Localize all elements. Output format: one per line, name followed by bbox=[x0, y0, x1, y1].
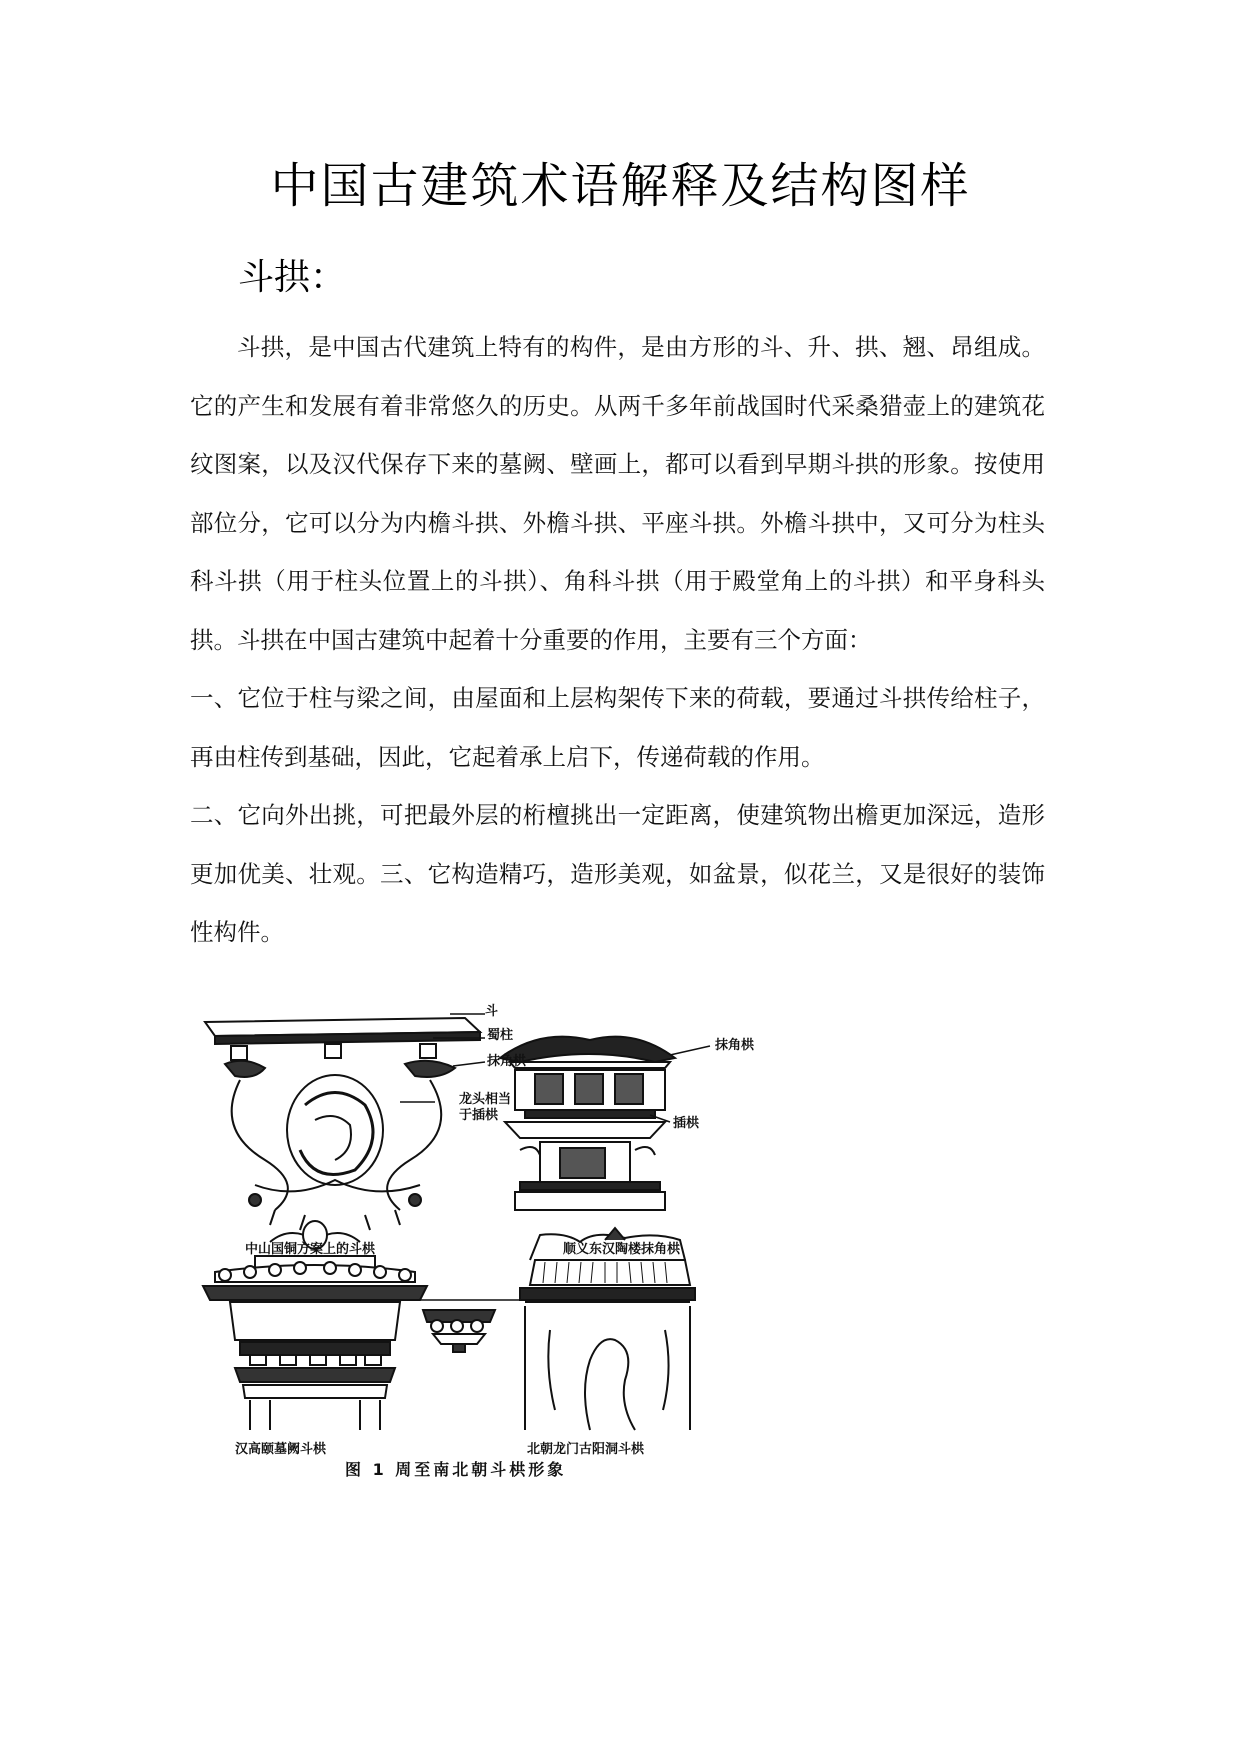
page-title: 中国古建筑术语解释及结构图样 bbox=[270, 158, 971, 214]
label-chagong: 插栱 bbox=[673, 1116, 700, 1131]
subcaption-shunyi: 顺义东汉陶楼抹角栱 bbox=[563, 1242, 681, 1257]
label-dou: 斗 bbox=[485, 1004, 499, 1019]
label-shuzhu: 蜀柱 bbox=[487, 1028, 514, 1043]
longmen-guyang-cave-drawing bbox=[520, 1228, 695, 1430]
section-heading: 斗拱： bbox=[238, 257, 347, 298]
body-text bbox=[190, 318, 1045, 962]
paragraph-point-one: 一、它位于柱与梁之间，由屋面和上层构架传下来的荷载，要通过斗拱传给柱子，再由柱传到基础，因此，它起着承上启下，传递荷载的作用。 bbox=[190, 684, 1045, 771]
label-longtou-line-2: 于插栱 bbox=[459, 1108, 499, 1123]
zhongshan-bronze-table-drawing bbox=[205, 1014, 485, 1230]
label-mojiaogong-top-right: 抹角栱 bbox=[715, 1038, 755, 1053]
dougong-figure bbox=[195, 1004, 815, 1550]
paragraph-intro: 斗拱，是中国古代建筑上特有的构件，是由方形的斗、升、拱、翘、昂组成。它的产生和发展有着非常悠久的历史。从两千多年前战国时代采桑猎壶上的建筑花纹图案，以及汉代保存下来的墓阙、壁画上，都可以看到早期斗拱的形象。按使用部位分，它可以分为内檐斗拱、外檐斗拱、平座斗拱。外檐斗拱中，又可分为柱头科斗拱（用于柱头位置上的斗拱）、角科斗拱（用于殿堂角上的斗拱）和平身科头拱。斗拱在中国古建筑中起着十分重要的作用，主要有三个方面： bbox=[190, 333, 1045, 654]
paragraph-point-two: 二、它向外出挑，可把最外层的桁檀挑出一定距离，使建筑物出檐更加深远，造形更加优美、壮观。三、它构造精巧，造形美观，如盆景，似花兰，又是很好的装饰性构件。 bbox=[190, 801, 1045, 946]
small-bracket-detail-drawing bbox=[410, 1300, 530, 1352]
label-mojiaogong-top-left: 抹角栱 bbox=[487, 1054, 527, 1069]
subcaption-zhongshan-visible: 中山国铜方案上的斗栱 bbox=[245, 1242, 376, 1257]
subcaption-longmen: 北朝龙门古阳洞斗栱 bbox=[527, 1442, 645, 1457]
subcaption-gaoyi: 汉高颐墓阙斗栱 bbox=[235, 1442, 327, 1457]
figure-caption: 图 1 周至南北朝斗栱形象 bbox=[345, 1460, 567, 1479]
label-longtou-line-1: 龙头相当 bbox=[459, 1092, 512, 1107]
